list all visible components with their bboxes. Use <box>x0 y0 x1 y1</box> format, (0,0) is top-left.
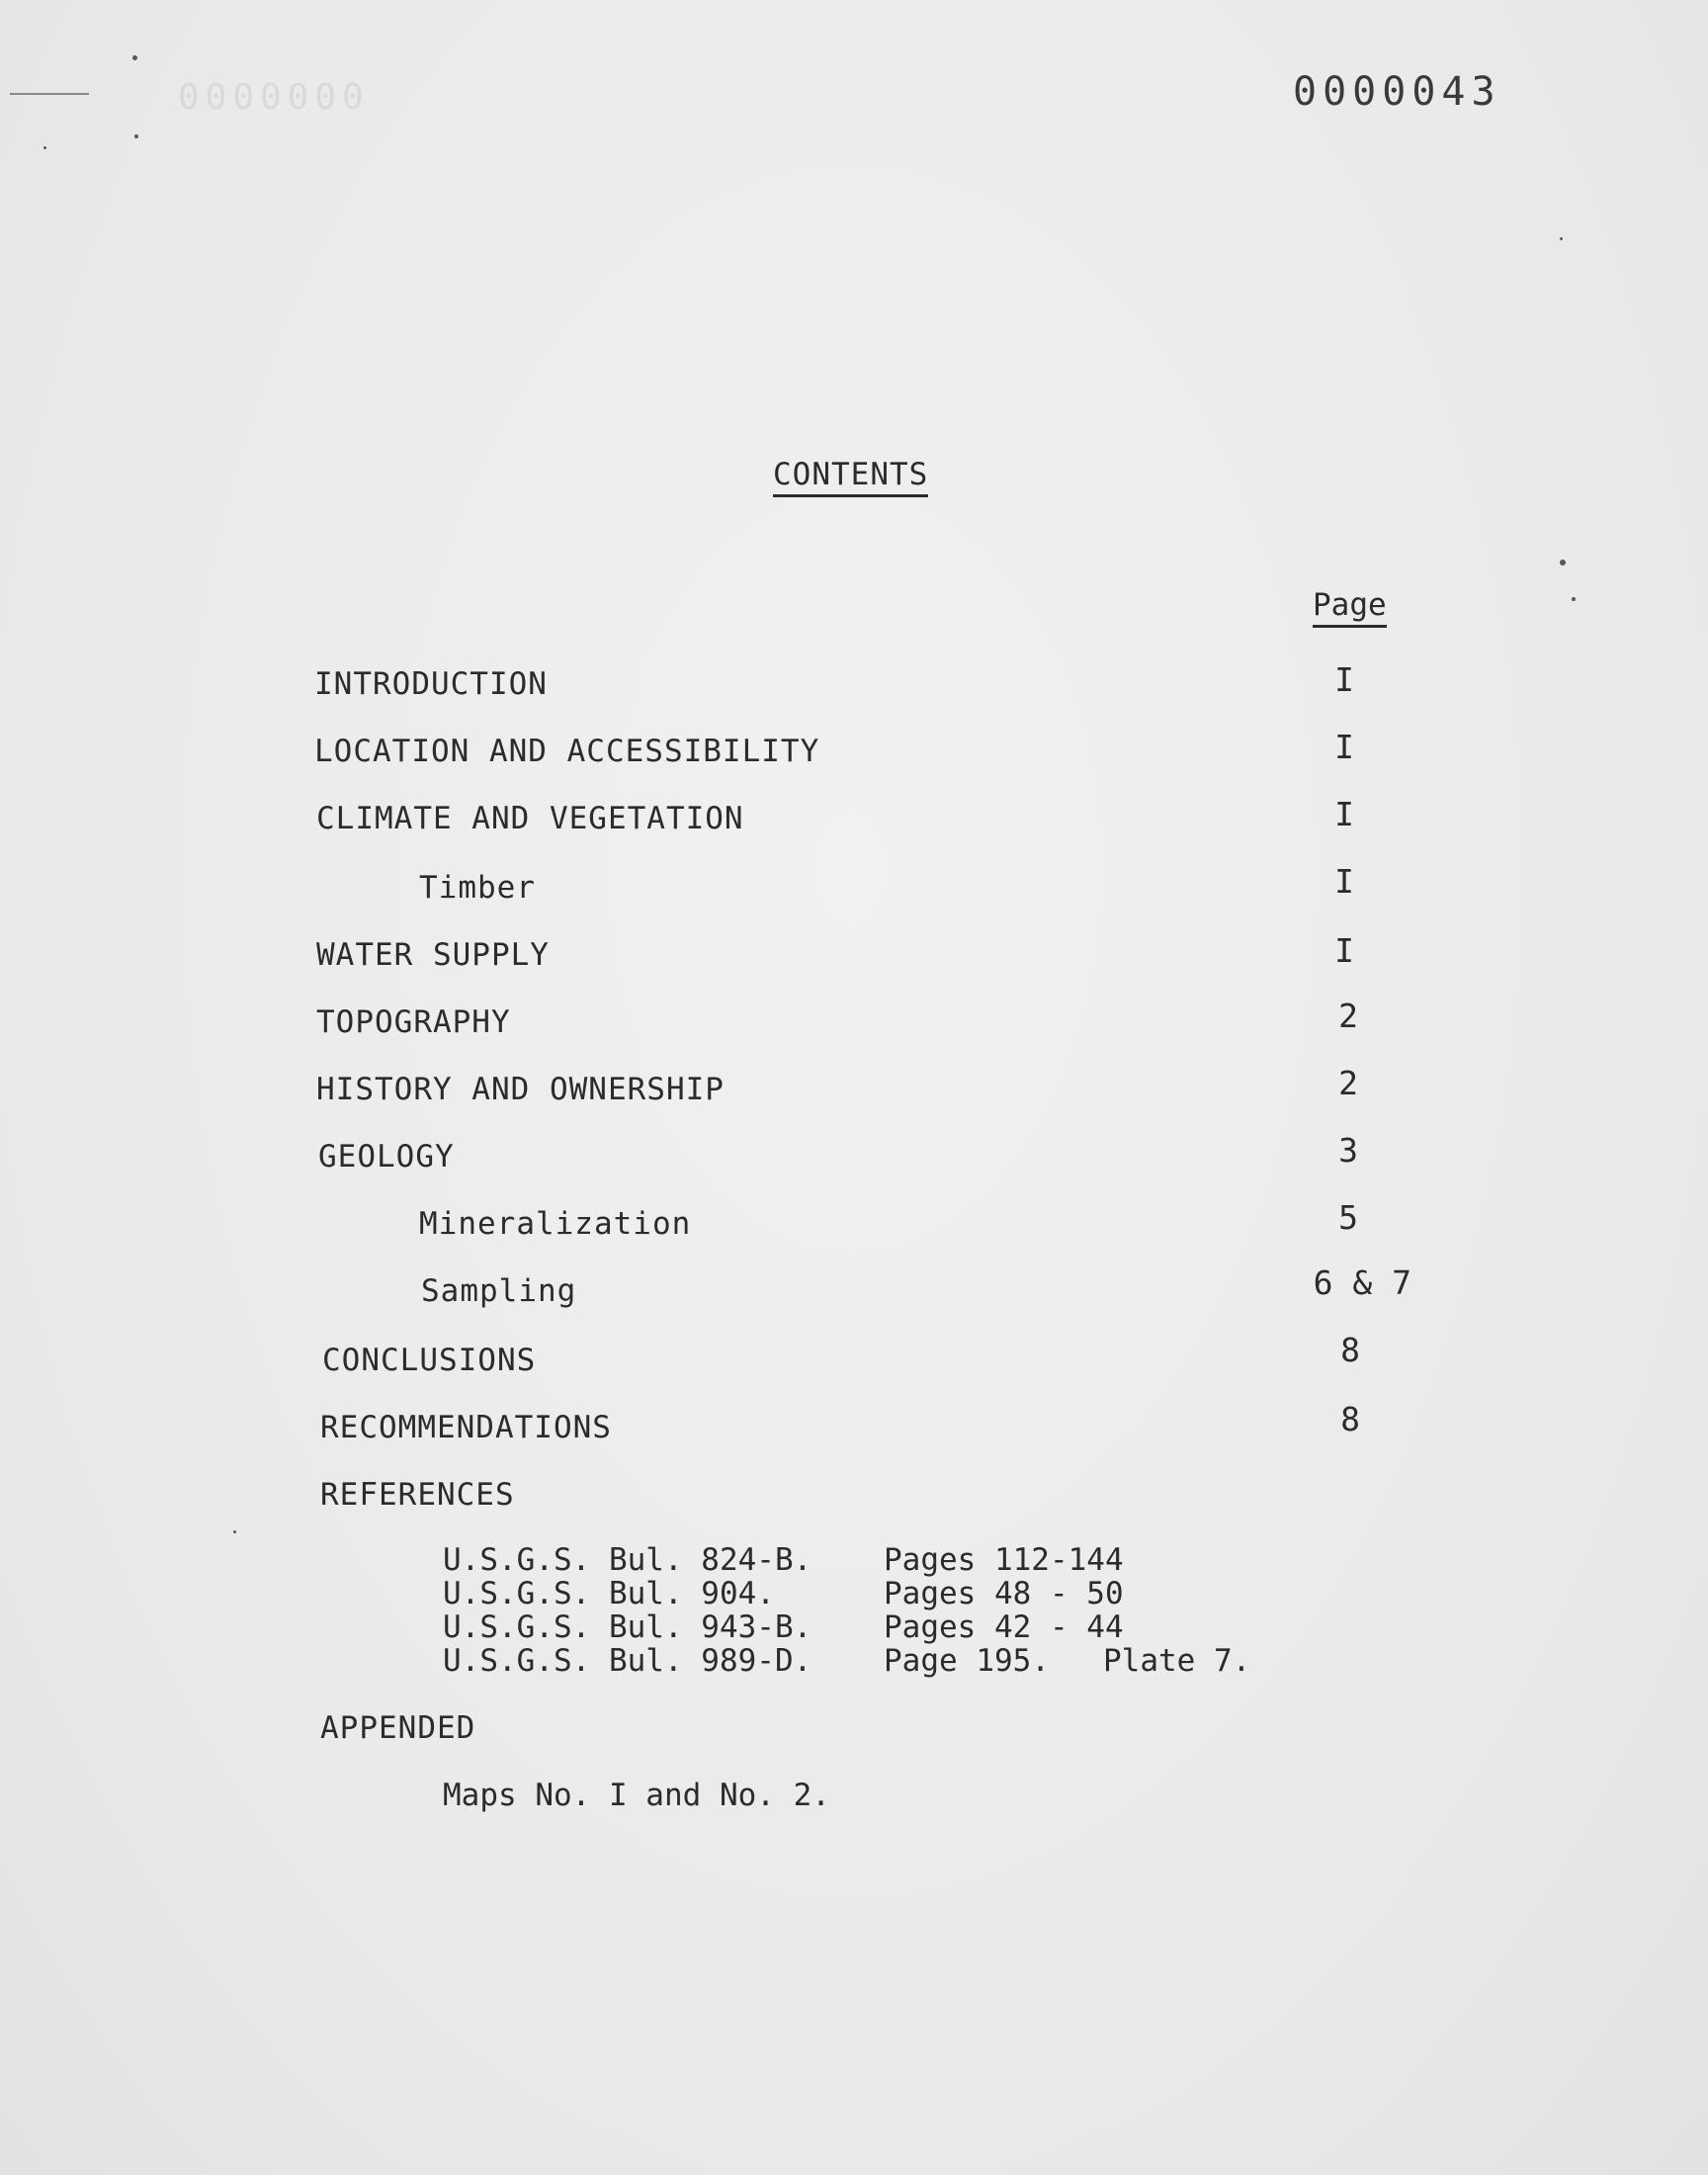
toc-page-climate: I <box>1334 795 1354 833</box>
toc-entry-conclusions: CONCLUSIONS <box>322 1343 537 1378</box>
toc-entry-mineralization: Mineralization <box>419 1206 692 1242</box>
toc-entry-history: HISTORY AND OWNERSHIP <box>316 1072 725 1107</box>
toc-page-geology: 3 <box>1338 1131 1358 1170</box>
document-number: 0000043 <box>1293 69 1501 115</box>
appended-heading: APPENDED <box>320 1710 476 1746</box>
toc-entry-recommendations: RECOMMENDATIONS <box>320 1410 612 1445</box>
reference-pages: Pages 42 - 44 <box>884 1610 1124 1645</box>
reference-pages: Pages 112-144 <box>884 1542 1124 1578</box>
toc-entry-sampling: Sampling <box>421 1273 577 1309</box>
contents-title: CONTENTS <box>773 457 928 497</box>
reference-pages: Page 195. <box>884 1643 1050 1679</box>
toc-page-recommendations: 8 <box>1340 1400 1360 1438</box>
scan-speck <box>233 1530 236 1533</box>
toc-page-water-supply: I <box>1334 931 1354 970</box>
toc-entry-introduction: INTRODUCTION <box>314 666 548 702</box>
toc-entry-climate: CLIMATE AND VEGETATION <box>316 801 744 836</box>
scan-speck <box>43 146 46 149</box>
scan-speck <box>134 134 138 138</box>
toc-entry-location: LOCATION AND ACCESSIBILITY <box>314 734 820 769</box>
toc-page-history: 2 <box>1338 1064 1358 1102</box>
toc-page-timber: I <box>1334 862 1354 901</box>
toc-page-topography: 2 <box>1338 997 1358 1035</box>
reference-bulletin: U.S.G.S. Bul. 824-B. <box>443 1542 812 1578</box>
scan-speck <box>1572 597 1576 601</box>
toc-page-sampling: 6 & 7 <box>1313 1263 1411 1302</box>
reference-plate: Plate 7. <box>1103 1643 1251 1679</box>
toc-entry-references: REFERENCES <box>320 1477 515 1513</box>
toc-page-mineralization: 5 <box>1338 1198 1358 1237</box>
page-column-header: Page <box>1313 587 1387 628</box>
scan-speck <box>1560 237 1563 240</box>
toc-page-location: I <box>1334 728 1354 766</box>
toc-page-introduction: I <box>1334 660 1354 699</box>
toc-entry-geology: GEOLOGY <box>318 1139 455 1174</box>
toc-entry-topography: TOPOGRAPHY <box>316 1004 511 1040</box>
scan-speck <box>1560 560 1566 566</box>
reference-bulletin: U.S.G.S. Bul. 989-D. <box>443 1643 812 1679</box>
scan-speck <box>132 55 137 60</box>
reference-pages: Pages 48 - 50 <box>884 1576 1124 1611</box>
ghost-document-number: 0000000 <box>178 77 370 118</box>
toc-page-conclusions: 8 <box>1340 1331 1360 1369</box>
reference-bulletin: U.S.G.S. Bul. 904. <box>443 1576 775 1611</box>
scan-mark <box>10 93 89 95</box>
toc-entry-timber: Timber <box>419 870 536 906</box>
toc-entry-water-supply: WATER SUPPLY <box>316 937 550 973</box>
reference-bulletin: U.S.G.S. Bul. 943-B. <box>443 1610 812 1645</box>
appended-maps-text: Maps No. I and No. 2. <box>443 1778 830 1813</box>
